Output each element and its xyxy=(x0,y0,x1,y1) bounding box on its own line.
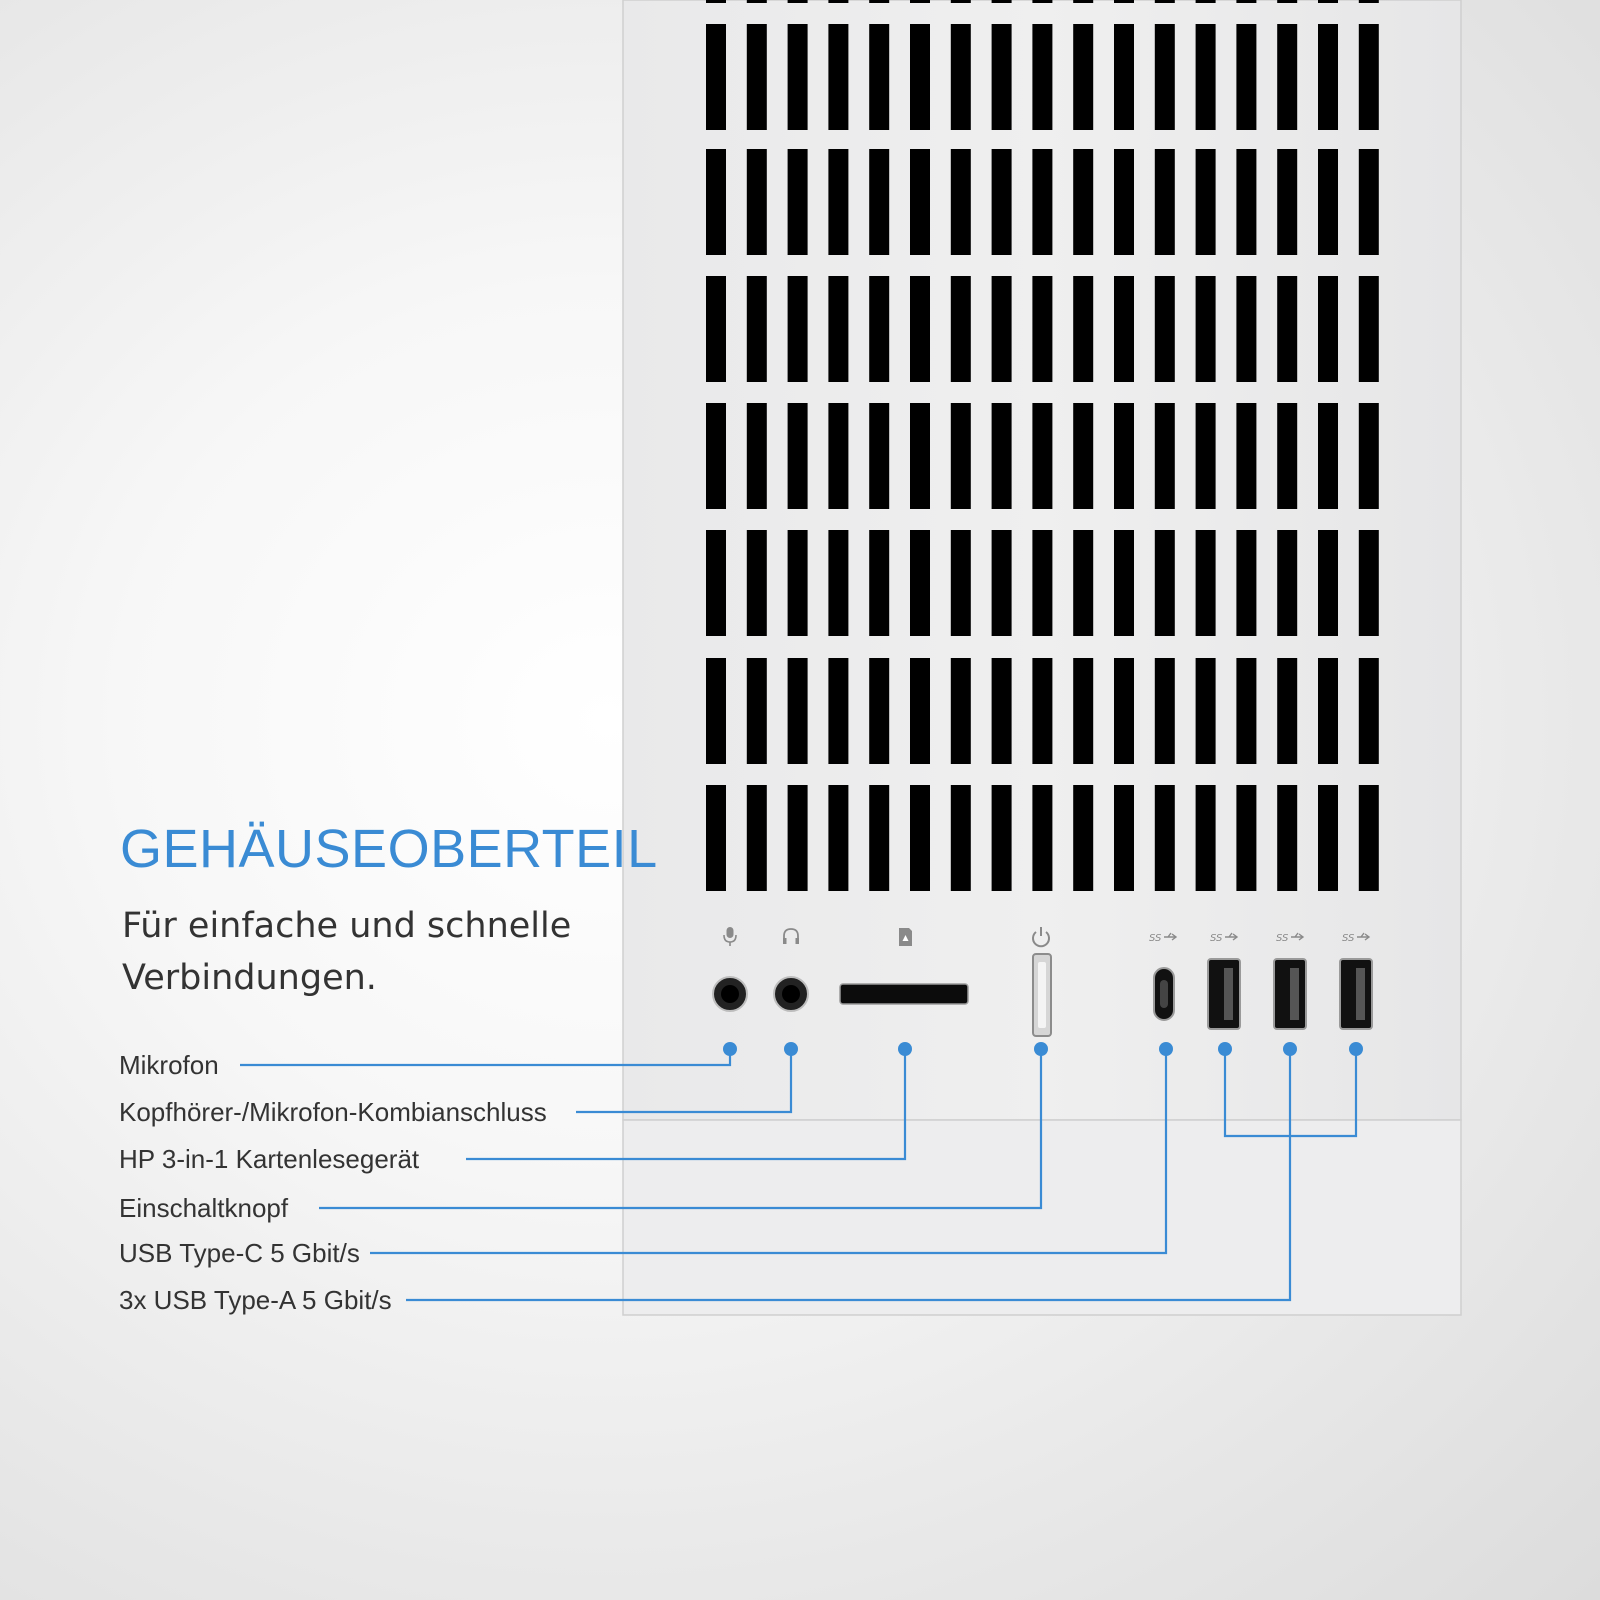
vent-slot xyxy=(1073,658,1093,764)
vent-slot xyxy=(1277,785,1297,891)
callout-dot-einschaltknopf xyxy=(1034,1042,1048,1056)
vent-slot xyxy=(1318,276,1338,382)
vent-slot xyxy=(1114,149,1134,255)
vent-slot xyxy=(1073,403,1093,509)
vent-slot xyxy=(1073,785,1093,891)
vent-slot xyxy=(1073,276,1093,382)
vent-slot xyxy=(1236,658,1256,764)
vent-slot xyxy=(1359,403,1379,509)
vent-slot xyxy=(1236,24,1256,130)
vent-slot xyxy=(951,0,971,3)
vent-slot xyxy=(706,24,726,130)
subtitle-line-2: Verbindungen. xyxy=(122,958,377,998)
vent-slot xyxy=(1196,24,1216,130)
label-einschaltknopf: Einschaltknopf xyxy=(119,1193,289,1223)
vent-slot xyxy=(828,403,848,509)
vent-slot xyxy=(1318,0,1338,3)
vent-slot xyxy=(747,24,767,130)
vent-slot xyxy=(747,0,767,3)
vent-slot xyxy=(869,658,889,764)
vent-slot xyxy=(869,403,889,509)
vent-slot xyxy=(1318,403,1338,509)
vent-slot xyxy=(1318,530,1338,636)
card-reader-slot[interactable] xyxy=(840,984,968,1004)
vent-slot xyxy=(1114,658,1134,764)
vent-slot xyxy=(1277,24,1297,130)
usb-a-port-2[interactable] xyxy=(1274,959,1306,1029)
vent-slot xyxy=(1277,0,1297,3)
vent-slot xyxy=(992,403,1012,509)
vent-slot xyxy=(1155,785,1175,891)
vent-slot xyxy=(706,530,726,636)
vent-slot xyxy=(951,658,971,764)
vent-slot xyxy=(706,658,726,764)
svg-text:SS: SS xyxy=(1276,933,1289,944)
vent-slot xyxy=(788,149,808,255)
vent-slot xyxy=(706,149,726,255)
callout-dot-usb-a-3 xyxy=(1349,1042,1363,1056)
vent-slot xyxy=(869,785,889,891)
vent-slot xyxy=(1032,24,1052,130)
vent-slot xyxy=(910,785,930,891)
vent-slot xyxy=(1073,24,1093,130)
vent-slot xyxy=(747,785,767,891)
vent-slot xyxy=(1359,658,1379,764)
vent-slot xyxy=(1196,530,1216,636)
vent-slot xyxy=(788,24,808,130)
vent-slot xyxy=(910,149,930,255)
vent-slot xyxy=(1359,530,1379,636)
vent-slot xyxy=(1196,149,1216,255)
vent-slot xyxy=(1073,149,1093,255)
vent-slot xyxy=(828,0,848,3)
vent-slot xyxy=(1155,276,1175,382)
vent-slot xyxy=(910,530,930,636)
microphone-jack[interactable] xyxy=(713,977,747,1011)
vent-slot xyxy=(951,24,971,130)
vent-slot xyxy=(1114,785,1134,891)
vent-slot xyxy=(1032,0,1052,3)
vent-slot xyxy=(992,530,1012,636)
section-subtitle xyxy=(122,900,642,1004)
label-mikrofon: Mikrofon xyxy=(119,1050,219,1080)
vent-slot xyxy=(1155,530,1175,636)
vent-slot xyxy=(1236,403,1256,509)
vent-slot xyxy=(788,276,808,382)
vent-slot xyxy=(1196,785,1216,891)
vent-slot xyxy=(828,276,848,382)
vent-slot xyxy=(992,276,1012,382)
label-usb-type-a: 3x USB Type-A 5 Gbit/s xyxy=(119,1285,392,1315)
vent-slot xyxy=(828,785,848,891)
vent-slot xyxy=(992,24,1012,130)
vent-slot xyxy=(1032,785,1052,891)
vent-slot xyxy=(1277,658,1297,764)
vent-slot xyxy=(1236,149,1256,255)
vent-slot xyxy=(1155,658,1175,764)
vent-slot xyxy=(951,149,971,255)
vent-slot xyxy=(951,403,971,509)
vent-slot xyxy=(747,530,767,636)
vent-slot xyxy=(828,530,848,636)
vent-slot xyxy=(1196,276,1216,382)
vent-slot xyxy=(788,530,808,636)
vent-slot xyxy=(1277,276,1297,382)
subtitle-line-1: Für einfache und schnelle xyxy=(122,906,572,946)
vent-slot xyxy=(992,149,1012,255)
usb-a-port-3[interactable] xyxy=(1340,959,1372,1029)
vent-slot xyxy=(1032,276,1052,382)
vent-slot xyxy=(951,276,971,382)
vent-slot xyxy=(1196,658,1216,764)
vent-slot xyxy=(910,0,930,3)
vent-slot xyxy=(992,658,1012,764)
vent-slot xyxy=(910,658,930,764)
svg-text:SS: SS xyxy=(1210,933,1223,944)
vent-slot xyxy=(1032,530,1052,636)
label-usb-type-c: USB Type-C 5 Gbit/s xyxy=(119,1238,360,1268)
vent-slot xyxy=(1155,24,1175,130)
label-kopfhoerer-kombianschluss: Kopfhörer-/Mikrofon-Kombianschluss xyxy=(119,1097,547,1127)
svg-text:SS: SS xyxy=(1149,933,1162,944)
vent-slot xyxy=(1155,149,1175,255)
vent-slot xyxy=(1359,0,1379,3)
vent-slot xyxy=(706,785,726,891)
vent-slot xyxy=(1114,276,1134,382)
vent-slot xyxy=(869,149,889,255)
vent-slot xyxy=(1155,0,1175,3)
vent-slot xyxy=(1359,24,1379,130)
vent-slot xyxy=(1114,530,1134,636)
vent-slot xyxy=(706,276,726,382)
vent-slot xyxy=(1318,149,1338,255)
vent-slot xyxy=(747,658,767,764)
vent-slot xyxy=(747,403,767,509)
vent-slot xyxy=(1236,785,1256,891)
vent-slot xyxy=(1318,24,1338,130)
vent-slot xyxy=(828,149,848,255)
vent-slot xyxy=(1236,276,1256,382)
vent-slot xyxy=(1359,149,1379,255)
vent-slot xyxy=(869,0,889,3)
section-title: GEHÄUSEOBERTEIL xyxy=(120,819,658,879)
vent-slot xyxy=(1032,149,1052,255)
vent-slot xyxy=(1359,785,1379,891)
vent-slot xyxy=(1318,658,1338,764)
vent-slot xyxy=(951,530,971,636)
vent-slot xyxy=(1032,658,1052,764)
power-button[interactable] xyxy=(1033,954,1051,1036)
vent-slot xyxy=(1277,530,1297,636)
vent-slot xyxy=(869,276,889,382)
vent-slot xyxy=(788,785,808,891)
callout-dot-usb-a-2 xyxy=(1283,1042,1297,1056)
callout-dot-kartenleser xyxy=(898,1042,912,1056)
vent-slot xyxy=(1032,403,1052,509)
vent-slot xyxy=(1114,0,1134,3)
vent-slot xyxy=(1196,0,1216,3)
vent-slot xyxy=(1196,403,1216,509)
headphone-combo-jack[interactable] xyxy=(774,977,808,1011)
vent-slot xyxy=(992,0,1012,3)
vent-slot xyxy=(747,149,767,255)
callout-dot-mikrofon xyxy=(723,1042,737,1056)
svg-text:SS: SS xyxy=(1342,933,1355,944)
vent-slot xyxy=(1236,0,1256,3)
vent-slot xyxy=(1277,403,1297,509)
usb-a-port-1[interactable] xyxy=(1208,959,1240,1029)
callout-dot-usb-a-1 xyxy=(1218,1042,1232,1056)
vent-slot xyxy=(1318,785,1338,891)
vent-slot xyxy=(910,403,930,509)
vent-slot xyxy=(869,530,889,636)
vent-slot xyxy=(1073,0,1093,3)
vent-slot xyxy=(1236,530,1256,636)
vent-slot xyxy=(1155,403,1175,509)
vent-slot xyxy=(706,0,726,3)
vent-slot xyxy=(747,276,767,382)
vent-slot xyxy=(992,785,1012,891)
sd-card-icon xyxy=(899,928,912,946)
vent-slot xyxy=(788,658,808,764)
vent-slot xyxy=(788,403,808,509)
vent-slot xyxy=(1073,530,1093,636)
vent-slot xyxy=(910,24,930,130)
vent-slot xyxy=(1114,24,1134,130)
callout-dot-kopfhoerer xyxy=(784,1042,798,1056)
vent-slot xyxy=(1277,149,1297,255)
vent-slot xyxy=(1359,276,1379,382)
vent-slot xyxy=(788,0,808,3)
vent-slot xyxy=(706,403,726,509)
usb-c-port[interactable] xyxy=(1154,968,1174,1020)
vent-slot xyxy=(869,24,889,130)
vent-slot xyxy=(951,785,971,891)
label-kartenlesegeraet: HP 3-in-1 Kartenlesegerät xyxy=(119,1144,420,1174)
vent-slot xyxy=(1114,403,1134,509)
vent-slot xyxy=(910,276,930,382)
callout-dot-usb-c xyxy=(1159,1042,1173,1056)
vent-slot xyxy=(828,24,848,130)
vent-slot xyxy=(828,658,848,764)
